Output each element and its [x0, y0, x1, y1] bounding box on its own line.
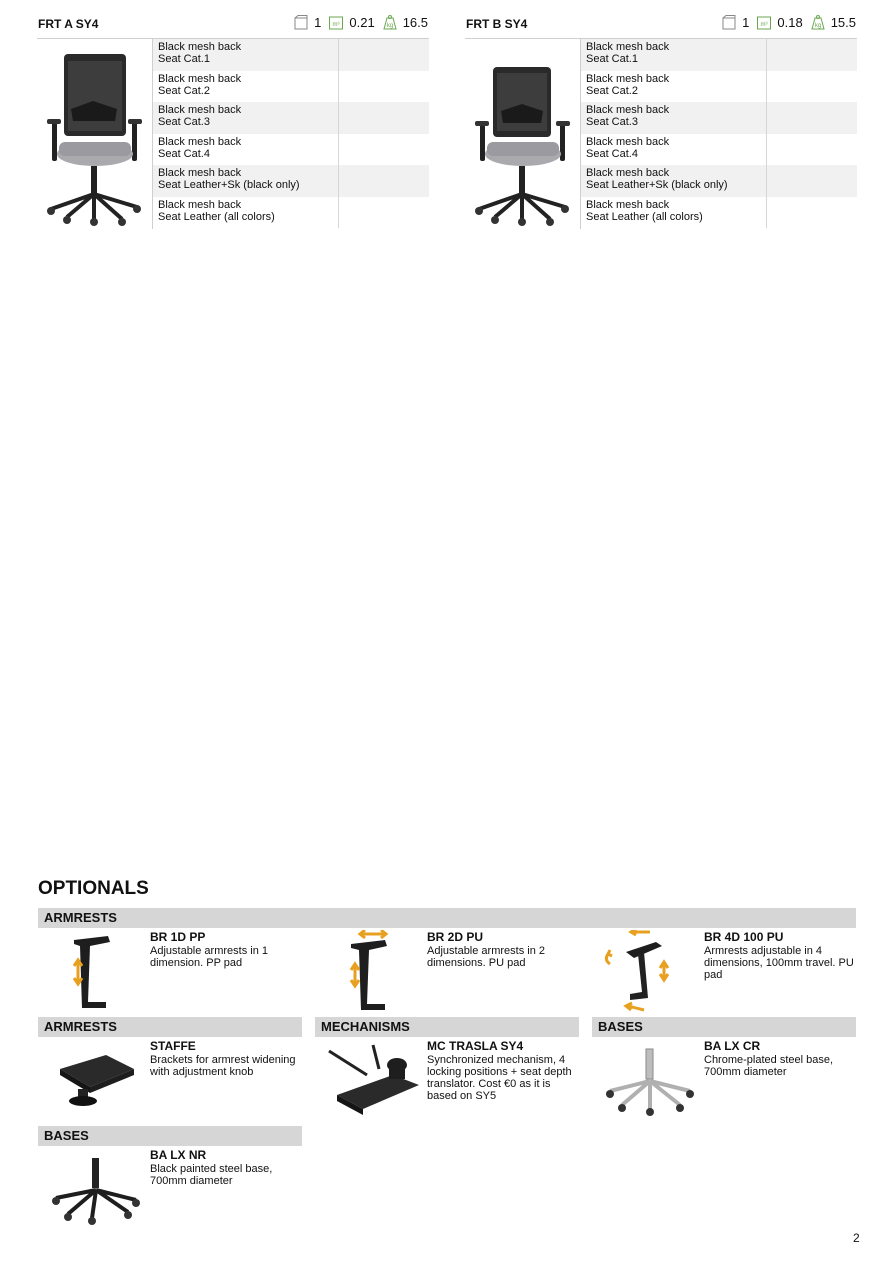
variant-label: Black mesh back Seat Cat.2 — [153, 71, 339, 103]
section-bar-bases: BASES — [38, 1126, 302, 1146]
product-block-b — [465, 12, 857, 229]
armrest-image — [46, 930, 146, 1015]
variant-row — [153, 134, 429, 166]
variant-label: Black mesh back Seat Leather+Sk (black only) — [153, 165, 339, 197]
option-desc: Adjustable armrests in 2 dimensions. PU pad — [427, 945, 545, 969]
variant-label: Black mesh back Seat Cat.1 — [581, 39, 767, 71]
option-desc: Synchronized mechanism, 4 locking positions + seat depth translator. Cost €0 as it is based on SY5 — [427, 1054, 572, 1102]
option-code: STAFFE — [150, 1039, 196, 1053]
variant-label: Black mesh back Seat Leather (all colors) — [153, 197, 339, 229]
option-staffe — [38, 1039, 303, 1127]
product-stats — [714, 15, 856, 30]
variant-label: Black mesh back Seat Cat.4 — [581, 134, 767, 166]
weight-icon — [811, 15, 825, 30]
option-br-2d-pu — [315, 930, 580, 1018]
weight-icon-label: kg — [814, 23, 821, 29]
section-bar-bases: BASES — [592, 1017, 856, 1037]
volume-icon — [329, 15, 343, 30]
package-count: 1 — [314, 15, 322, 30]
box-icon — [294, 15, 308, 30]
variant-row — [581, 134, 857, 166]
variant-row — [153, 39, 429, 71]
variant-row — [581, 39, 857, 71]
variant-row — [581, 197, 857, 229]
product-code: FRT B SY4 — [466, 17, 528, 31]
mechanism-image — [323, 1039, 423, 1124]
option-code: BR 4D 100 PU — [704, 930, 784, 944]
option-br-1d-pp — [38, 930, 303, 1018]
chrome-base-image — [600, 1039, 700, 1124]
volume-icon-label: m³ — [760, 22, 768, 28]
variant-table — [581, 39, 857, 228]
option-desc: Chrome-plated steel base, 700mm diameter — [704, 1054, 834, 1078]
option-code: BR 1D PP — [150, 930, 206, 944]
product-header — [37, 12, 429, 39]
option-code: BA LX CR — [704, 1039, 761, 1053]
weight-value: 15.5 — [830, 15, 856, 30]
variant-row — [153, 197, 429, 229]
black-base-image — [46, 1148, 146, 1233]
chair-image — [465, 39, 581, 229]
option-code: MC TRASLA SY4 — [427, 1039, 524, 1053]
volume-value: 0.21 — [349, 15, 375, 30]
page-number: 2 — [853, 1231, 860, 1245]
weight-icon — [383, 15, 397, 30]
option-code: BR 2D PU — [427, 930, 484, 944]
option-desc: Brackets for armrest widening with adjustment knob — [150, 1054, 296, 1078]
weight-icon-label: kg — [386, 23, 393, 29]
optionals-title: OPTIONALS — [38, 878, 149, 899]
variant-label: Black mesh back Seat Leather (all colors) — [581, 197, 767, 229]
variant-label: Black mesh back Seat Leather+Sk (black only) — [581, 165, 767, 197]
option-mc-trasla-sy4 — [315, 1039, 580, 1127]
variant-table — [153, 39, 429, 228]
option-ba-lx-nr — [38, 1148, 303, 1236]
option-code: BA LX NR — [150, 1148, 207, 1162]
chair-image — [37, 39, 153, 229]
product-code: FRT A SY4 — [38, 17, 99, 31]
option-br-4d-100-pu — [592, 930, 857, 1018]
variant-label: Black mesh back Seat Cat.4 — [153, 134, 339, 166]
variant-label: Black mesh back Seat Cat.2 — [581, 71, 767, 103]
variant-row — [581, 102, 857, 134]
weight-value: 16.5 — [402, 15, 428, 30]
variant-label: Black mesh back Seat Cat.3 — [153, 102, 339, 134]
box-icon — [722, 15, 736, 30]
volume-icon-label: m³ — [332, 22, 340, 28]
variant-row — [153, 165, 429, 197]
option-desc: Armrests adjustable in 4 dimensions, 100mm travel. PU pad — [704, 945, 854, 981]
variant-label: Black mesh back Seat Cat.1 — [153, 39, 339, 71]
product-header — [465, 12, 857, 39]
armrest-image — [323, 930, 423, 1015]
variant-row — [153, 71, 429, 103]
volume-icon — [757, 15, 771, 30]
product-block-a — [37, 12, 429, 229]
variant-row — [581, 165, 857, 197]
section-bar-mechanisms: MECHANISMS — [315, 1017, 579, 1037]
option-desc: Adjustable armrests in 1 dimension. PP pad — [150, 945, 268, 969]
armrest-image — [600, 930, 700, 1015]
variant-row — [153, 102, 429, 134]
option-desc: Black painted steel base, 700mm diameter — [150, 1163, 273, 1187]
package-count: 1 — [742, 15, 750, 30]
variant-row — [581, 71, 857, 103]
section-bar-armrests: ARMRESTS — [38, 1017, 302, 1037]
section-bar-armrests: ARMRESTS — [38, 908, 856, 928]
volume-value: 0.18 — [777, 15, 803, 30]
product-stats — [286, 15, 428, 30]
option-ba-lx-cr — [592, 1039, 857, 1127]
bracket-image — [46, 1039, 146, 1124]
variant-label: Black mesh back Seat Cat.3 — [581, 102, 767, 134]
